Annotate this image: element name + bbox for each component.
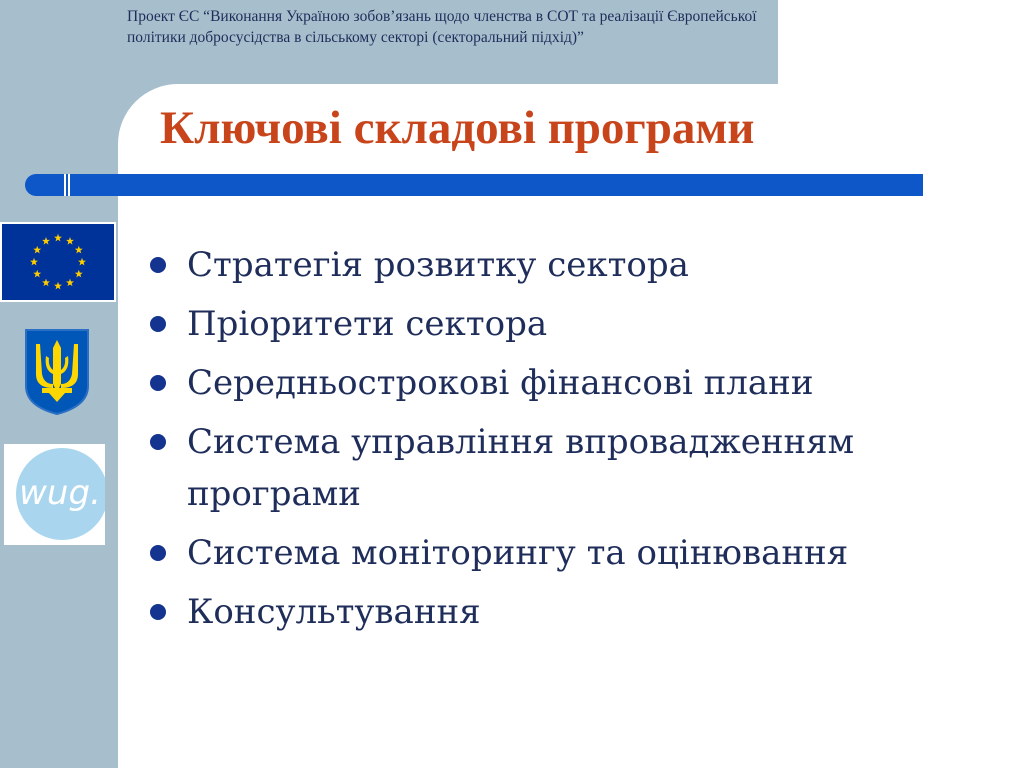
- list-item: [148, 413, 1008, 524]
- list-item: [148, 524, 1008, 583]
- list-item-text: Пріоритети сектора: [187, 304, 548, 344]
- eu-flag-icon: [0, 222, 116, 302]
- list-item: [148, 583, 1008, 642]
- list-item-text: Середньострокові фінансові плани: [187, 363, 814, 403]
- bullet-icon: [150, 316, 166, 332]
- slide-title: Ключові складові програми: [160, 102, 755, 154]
- title-underline-stripes: [62, 174, 72, 196]
- list-item: [148, 295, 1008, 354]
- list-item-text: Стратегія розвитку сектора: [187, 245, 689, 285]
- bullet-icon: [150, 375, 166, 391]
- list-item-text: Система управління впровадженням програми: [187, 422, 855, 514]
- title-underline-bar: [74, 174, 923, 196]
- project-note: Проект ЄС “Виконання Україною зобов’язань щодо членства в СОТ та реалізації Європейської політики добросусідства в сільському секторі (секторальний підхід)”: [127, 8, 757, 46]
- ukraine-trident-icon: [22, 326, 92, 418]
- list-item: [148, 236, 1008, 295]
- key-components-list: [148, 236, 1008, 642]
- list-item: [148, 354, 1008, 413]
- bullet-icon: [150, 604, 166, 620]
- bullet-icon: [150, 545, 166, 561]
- wug-logo-icon: [4, 444, 105, 545]
- list-item-text: Система моніторингу та оцінювання: [187, 533, 849, 573]
- list-item-text: Консультування: [187, 592, 481, 632]
- bullet-icon: [150, 434, 166, 450]
- bullet-icon: [150, 257, 166, 273]
- wug-logo-text: wug.: [19, 473, 101, 513]
